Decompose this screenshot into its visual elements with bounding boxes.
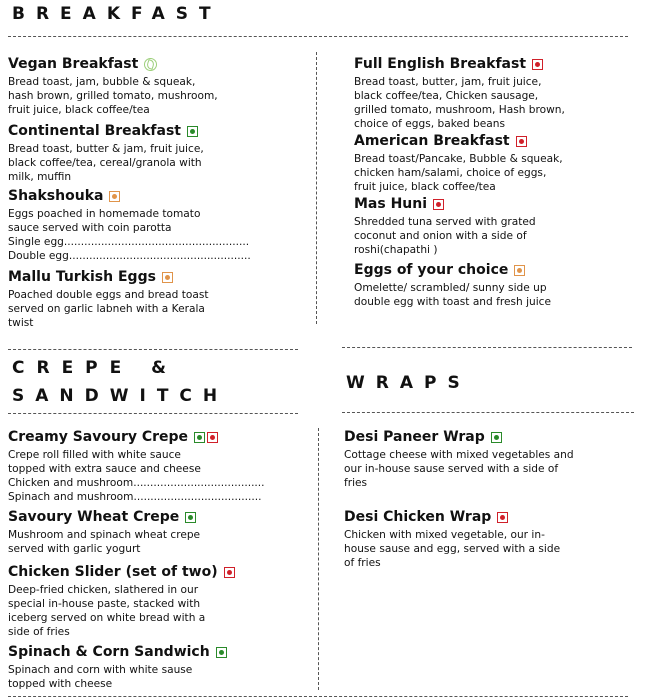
diet-badges — [433, 199, 444, 210]
description-line: Mushroom and spinach wheat crepe — [8, 529, 201, 541]
description-line: grilled tomato, mushroom, Hash brown, — [354, 104, 565, 116]
menu-item-description — [8, 528, 308, 556]
description-line: Spinach and mushroom...................................... — [8, 491, 262, 503]
non-veg-indicator-icon — [532, 59, 543, 70]
diet-badges — [497, 512, 508, 523]
section-title-crepe-line2: SANDWITCH — [12, 386, 229, 406]
menu-item-description — [8, 288, 308, 330]
menu-item — [8, 509, 308, 556]
diet-badges — [194, 432, 218, 443]
egg-indicator-icon — [514, 265, 525, 276]
menu-item-title: Desi Paneer Wrap — [344, 429, 485, 445]
menu-item — [354, 133, 644, 194]
diet-badges — [516, 136, 527, 147]
menu-item-title: Spinach & Corn Sandwich — [8, 644, 210, 660]
veg-indicator-icon — [185, 512, 196, 523]
column-divider — [318, 428, 319, 690]
description-line: fruit juice, black coffee/tea — [8, 104, 150, 116]
menu-item — [354, 56, 644, 131]
section-title-breakfast: BREAKFAST — [12, 4, 222, 24]
description-line: Cottage cheese with mixed vegetables and — [344, 449, 574, 461]
menu-item — [344, 429, 644, 490]
menu-item-description — [8, 207, 308, 263]
menu-item-name — [354, 56, 644, 73]
description-line: Shredded tuna served with grated — [354, 216, 536, 228]
menu-item-description — [8, 663, 308, 691]
menu-item — [8, 564, 308, 639]
description-line: iceberg served on white bread with a — [8, 612, 206, 624]
veg-indicator-icon — [187, 126, 198, 137]
description-line: Bread toast, jam, bubble & squeak, — [8, 76, 196, 88]
menu-item-description — [8, 583, 308, 639]
diet-badges — [144, 58, 157, 71]
description-line: side of fries — [8, 626, 70, 638]
description-line: Poached double eggs and bread toast — [8, 289, 209, 301]
description-line: choice of eggs, baked beans — [354, 118, 506, 130]
description-line: special in-house paste, stacked with — [8, 598, 201, 610]
menu-item-title: Creamy Savoury Crepe — [8, 429, 189, 445]
description-line: milk, muffin — [8, 171, 72, 183]
veg-indicator-icon — [491, 432, 502, 443]
non-veg-indicator-icon — [433, 199, 444, 210]
description-line: Deep-fried chicken, slathered in our — [8, 584, 199, 596]
description-line: double egg with toast and fresh juice — [354, 296, 552, 308]
menu-item-description — [354, 152, 644, 194]
section-title-crepe-line1: CREPE & — [12, 358, 178, 378]
menu-item-name — [344, 509, 644, 526]
divider — [8, 36, 628, 37]
menu-item-title: Mallu Turkish Eggs — [8, 269, 156, 285]
menu-item-title: Mas Huni — [354, 196, 428, 212]
menu-item-name — [8, 429, 308, 446]
menu-item-description — [8, 75, 308, 117]
description-line: Chicken and mushroom....................................... — [8, 477, 265, 489]
non-veg-indicator-icon — [497, 512, 508, 523]
menu-item-title: Chicken Slider (set of two) — [8, 564, 218, 580]
menu-item — [8, 188, 308, 263]
menu-item-name — [8, 564, 308, 581]
menu-item-description — [8, 448, 308, 504]
description-line: Bread toast/Pancake, Bubble & squeak, — [354, 153, 563, 165]
divider — [342, 347, 632, 348]
description-line: roshi(chapathi ) — [354, 244, 438, 256]
description-line: fries — [344, 477, 368, 489]
diet-badges — [514, 265, 525, 276]
divider — [342, 412, 634, 413]
column-divider — [316, 52, 317, 324]
menu-item-name — [344, 429, 644, 446]
menu-item-name — [8, 269, 308, 286]
menu-item — [344, 509, 644, 570]
description-line: black coffee/tea, cereal/granola with — [8, 157, 202, 169]
menu-item-name — [354, 196, 644, 213]
veg-indicator-icon — [216, 647, 227, 658]
menu-item-name — [8, 509, 308, 526]
description-line: sauce served with coin parotta — [8, 222, 172, 234]
menu-item-description — [344, 448, 644, 490]
diet-badges — [224, 567, 235, 578]
menu-item-title: Continental Breakfast — [8, 123, 181, 139]
egg-indicator-icon — [109, 191, 120, 202]
menu-item-description — [344, 528, 644, 570]
divider — [8, 413, 298, 414]
menu-item — [8, 429, 308, 504]
divider — [8, 696, 628, 697]
description-line: coconut and onion with a side of — [354, 230, 527, 242]
description-line: of fries — [344, 557, 381, 569]
menu-item-name — [8, 123, 308, 140]
description-line: hash brown, grilled tomato, mushroom, — [8, 90, 218, 102]
description-line: Double egg...................................................... — [8, 250, 251, 262]
non-veg-indicator-icon — [207, 432, 218, 443]
menu-item-name — [8, 188, 308, 205]
description-line: Bread toast, butter, jam, fruit juice, — [354, 76, 542, 88]
menu-item-name — [354, 133, 644, 150]
menu-item — [8, 123, 308, 184]
diet-badges — [162, 272, 173, 283]
menu-item-title: Desi Chicken Wrap — [344, 509, 492, 525]
menu-item — [354, 262, 644, 309]
egg-indicator-icon — [162, 272, 173, 283]
description-line: chicken ham/salami, choice of eggs, — [354, 167, 547, 179]
menu-item — [8, 269, 308, 330]
menu-item-title: Full English Breakfast — [354, 56, 527, 72]
description-line: Eggs poached in homemade tomato — [8, 208, 201, 220]
description-line: Spinach and corn with white sause — [8, 664, 193, 676]
menu-item-description — [354, 215, 644, 257]
menu-item-description — [8, 142, 308, 184]
menu-item-title: Vegan Breakfast — [8, 56, 139, 72]
description-line: topped with cheese — [8, 678, 113, 690]
diet-badges — [185, 512, 196, 523]
description-line: topped with extra sauce and cheese — [8, 463, 201, 475]
menu-item-description — [354, 281, 644, 309]
menu-item-name — [8, 56, 308, 73]
menu-item-title: Savoury Wheat Crepe — [8, 509, 180, 525]
menu-item-description — [354, 75, 644, 131]
description-line: Single egg....................................................... — [8, 236, 250, 248]
description-line: Chicken with mixed vegetable, our in- — [344, 529, 545, 541]
description-line: Bread toast, butter & jam, fruit juice, — [8, 143, 204, 155]
diet-badges — [109, 191, 120, 202]
non-veg-indicator-icon — [224, 567, 235, 578]
diet-badges — [491, 432, 502, 443]
description-line: Omelette/ scrambled/ sunny side up — [354, 282, 547, 294]
menu-item-name — [8, 644, 308, 661]
diet-badges — [187, 126, 198, 137]
description-line: black coffee/tea, Chicken sausage, — [354, 90, 539, 102]
description-line: served with garlic yogurt — [8, 543, 141, 555]
menu-item — [354, 196, 644, 257]
section-title-wraps: WRAPS — [346, 373, 471, 393]
menu-item — [8, 644, 308, 691]
menu-item — [8, 56, 308, 117]
description-line: fruit juice, black coffee/tea — [354, 181, 496, 193]
description-line: our in-house sause served with a side of — [344, 463, 559, 475]
menu-item-title: Shakshouka — [8, 188, 104, 204]
menu-item-name — [354, 262, 644, 279]
description-line: twist — [8, 317, 34, 329]
divider — [8, 349, 298, 350]
menu-item-title: American Breakfast — [354, 133, 510, 149]
veg-indicator-icon — [194, 432, 205, 443]
description-line: Crepe roll filled with white sauce — [8, 449, 181, 461]
vegan-leaf-icon — [144, 58, 157, 71]
diet-badges — [532, 59, 543, 70]
non-veg-indicator-icon — [516, 136, 527, 147]
description-line: house sause and egg, served with a side — [344, 543, 561, 555]
diet-badges — [216, 647, 227, 658]
description-line: served on garlic labneh with a Kerala — [8, 303, 205, 315]
menu-item-title: Eggs of your choice — [354, 262, 509, 278]
